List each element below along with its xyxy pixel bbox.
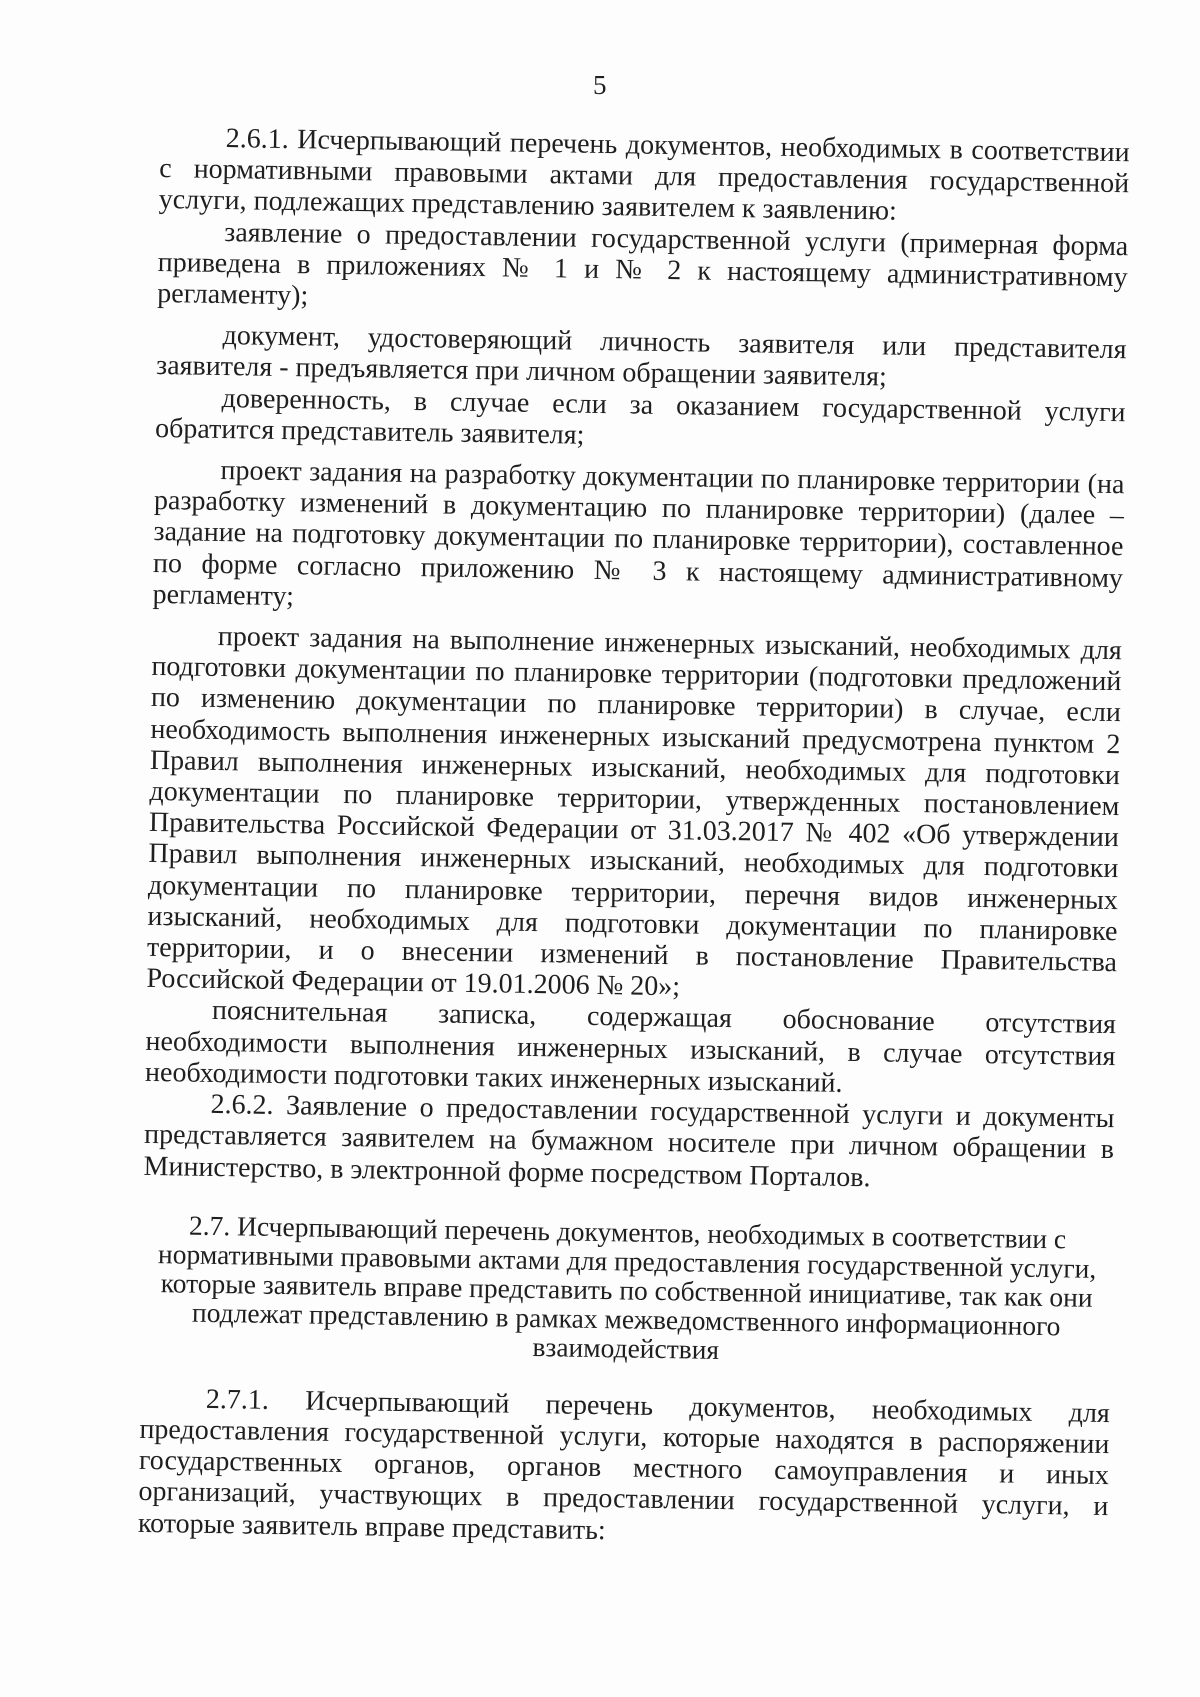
list-item-planning-task-draft: проект задания на разработку документации по планировке территории (на разработку изменений в документацию по планировке территории) (далее – задание на подготовку документации по планировке территории), составленное по форме согласно приложению № 3 к настоящему административному регламенту;: [152, 455, 1125, 613]
section-heading-2-7: 2.7. Исчерпывающий перечень документов, необходимых в соответствии с нормативными правовыми актами для предоставления государственной услуги, которые заявитель вправе представить по собственной инициативе, так как они подлежат представлению в рамках межведомственного информационного взаимодействия: [157, 1209, 1097, 1365]
list-item-application: заявление о предоставлении государственной услуги (примерная форма приведена в приложениях № 1 и № 2 к настоящему административному регламенту);: [157, 216, 1129, 312]
page-number: 5: [593, 70, 607, 100]
list-item-engineering-survey-task: проект задания на выполнение инженерных изысканий, необходимых для подготовки документации по планировке территории (подготовки предложений по изменению документации по планировке территории) в случае, если необходимость выполнения инженерных изысканий предусмотрена пунктом 2 Правил выполнения инженерных изысканий, необходимых для подготовки документации по планировке территории, утвержденных постановлением Правительства Российской Федерации от 31.03.2017 № 402 «Об утверждении Правил выполнения инженерных изысканий, необходимых для подготовки документации по планировке территории, перечня видов инженерных изысканий, необходимых для подготовки документации по планировке территории, и о внесении изменений в постановление Правительства Российской Федерации от 19.01.2006 № 20»;: [146, 621, 1123, 1003]
list-item-power-of-attorney: доверенность, в случае если за оказанием государственной услуги обратится представитель заявителя;: [154, 382, 1126, 451]
document-body: [138, 122, 1130, 1554]
paragraph-2-6-2: 2.6.2. Заявление о предоставлении государственной услуги и документы представляется заявителем на бумажном носителе при личном обращении в Министерство, в электронной форме посредством Порталов.: [143, 1089, 1115, 1193]
paragraph-2-7-1: 2.7.1. Исчерпывающий перечень документов, необходимых для предоставления государственной услуги, которые находятся в распоряжении государственных органов, органов местного самоуправления и иных организаций, участвующих в предоставлении государственной услуги, и которые заявитель вправе представить:: [137, 1383, 1111, 1546]
list-item-identity-document: документ, удостоверяющий личность заявителя или представителя заявителя - предъявляется при личном обращении заявителя;: [155, 320, 1127, 393]
paragraph-2-6-1: 2.6.1. Исчерпывающий перечень документов, необходимых в соответствии с нормативными правовыми актами для предоставления государственной услуги, подлежащих представлению заявителем к заявлению:: [158, 123, 1130, 227]
list-item-explanatory-note: пояснительная записка, содержащая обоснование отсутствия необходимости выполнения инженерных изысканий, в случае отсутствия необходимости подготовки таких инженерных изысканий.: [144, 995, 1117, 1099]
